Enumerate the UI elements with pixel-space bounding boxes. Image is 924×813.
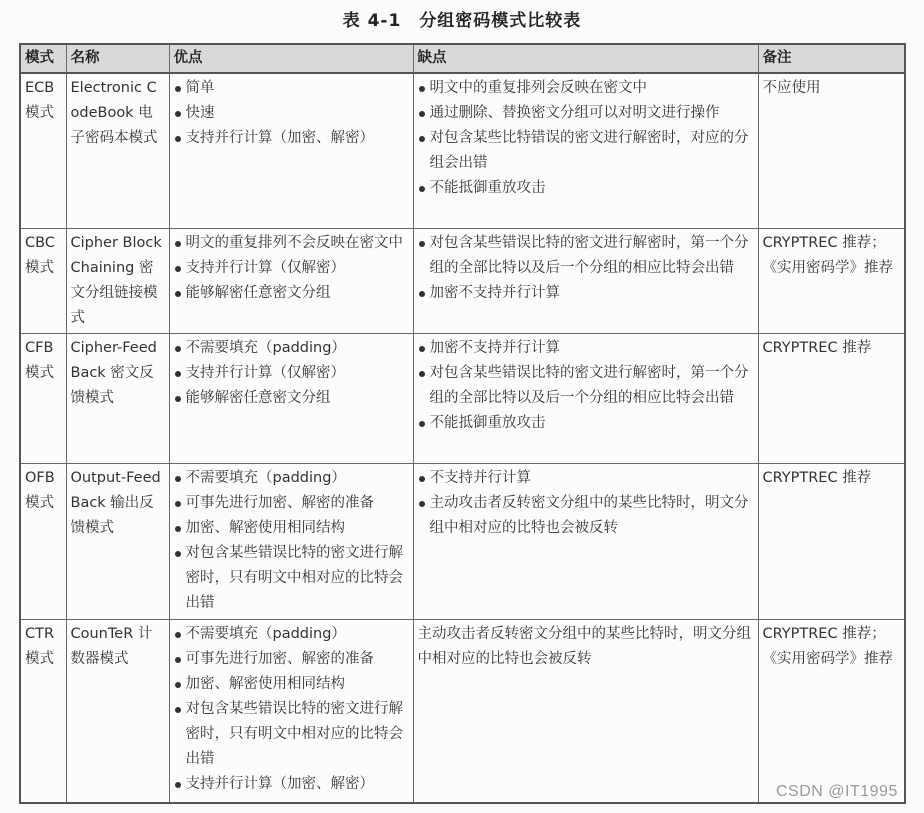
cell-cons — [413, 73, 758, 229]
pros-item: 能够解密任意密文分组 — [174, 386, 409, 411]
cell-pros — [169, 334, 413, 464]
cell-note: CRYPTREC 推荐；《实用密码学》推荐 — [758, 620, 905, 804]
pros-item: 加密、解密使用相同结构 — [174, 672, 409, 697]
cell-mode: ECB 模式 — [20, 73, 66, 229]
pros-item: 可事先进行加密、解密的准备 — [174, 491, 409, 516]
header-pros: 优点 — [169, 44, 413, 73]
table-row-ctr — [20, 620, 905, 804]
cell-name: Cipher Block Chaining 密文分组链接模式 — [66, 229, 169, 334]
header-note: 备注 — [758, 44, 905, 73]
cell-note: CRYPTREC 推荐 — [758, 464, 905, 620]
cons-item: 不能抵御重放攻击 — [418, 176, 754, 201]
cell-name: Output-FeedBack 输出反馈模式 — [66, 464, 169, 620]
cons-item: 不支持并行计算 — [418, 466, 754, 491]
cons-item: 加密不支持并行计算 — [418, 336, 754, 361]
pros-item: 能够解密任意密文分组 — [174, 281, 409, 306]
cons-item: 加密不支持并行计算 — [418, 281, 754, 306]
header-cons: 缺点 — [413, 44, 758, 73]
block-cipher-mode-comparison-table — [19, 43, 906, 804]
cons-item: 不能抵御重放攻击 — [418, 411, 754, 436]
pros-item: 快速 — [174, 101, 409, 126]
pros-item: 简单 — [174, 76, 409, 101]
pros-item: 不需要填充（padding） — [174, 466, 409, 491]
table-caption — [0, 6, 924, 31]
cell-pros — [169, 464, 413, 620]
cons-item: 通过删除、替换密文分组可以对明文进行操作 — [418, 101, 754, 126]
pros-item: 对包含某些错误比特的密文进行解密时，只有明文中相对应的比特会出错 — [174, 697, 409, 772]
cell-cons — [413, 620, 758, 804]
cell-cons — [413, 334, 758, 464]
cons-item: 明文中的重复排列会反映在密文中 — [418, 76, 754, 101]
pros-item: 不需要填充（padding） — [174, 336, 409, 361]
cell-cons — [413, 229, 758, 334]
table-row-cfb — [20, 334, 905, 464]
cell-name: CounTeR 计数器模式 — [66, 620, 169, 804]
pros-item: 不需要填充（padding） — [174, 622, 409, 647]
cell-name: Cipher-FeedBack 密文反馈模式 — [66, 334, 169, 464]
cons-text: 主动攻击者反转密文分组中的某些比特时，明文分组中相对应的比特也会被反转 — [417, 626, 751, 667]
pros-item: 支持并行计算（加密、解密） — [174, 772, 409, 797]
cell-pros — [169, 229, 413, 334]
pros-item: 支持并行计算（仅解密） — [174, 256, 409, 281]
cell-name: Electronic CodeBook 电子密码本模式 — [66, 73, 169, 229]
cell-note: CRYPTREC 推荐；《实用密码学》推荐 — [758, 229, 905, 334]
header-name: 名称 — [66, 44, 169, 73]
watermark: CSDN @IT1995 — [776, 783, 898, 800]
cell-mode: CFB 模式 — [20, 334, 66, 464]
cell-pros — [169, 73, 413, 229]
table-number: 表 4-1 — [342, 11, 402, 31]
cell-mode: CTR 模式 — [20, 620, 66, 804]
pros-item: 支持并行计算（加密、解密） — [174, 126, 409, 151]
pros-item: 对包含某些错误比特的密文进行解密时，只有明文中相对应的比特会出错 — [174, 541, 409, 616]
table-row-cbc — [20, 229, 905, 334]
cons-item: 对包含某些错误比特的密文进行解密时，第一个分组的全部比特以及后一个分组的相应比特会出错 — [418, 231, 754, 281]
table-row-ecb — [20, 73, 905, 229]
cons-item: 主动攻击者反转密文分组中的某些比特时，明文分组中相对应的比特也会被反转 — [418, 491, 754, 541]
header-mode: 模式 — [20, 44, 66, 73]
cell-note: 不应使用 — [758, 73, 905, 229]
table-row-ofb — [20, 464, 905, 620]
cons-item: 对包含某些错误比特的密文进行解密时，第一个分组的全部比特以及后一个分组的相应比特会出错 — [418, 361, 754, 411]
pros-item: 支持并行计算（仅解密） — [174, 361, 409, 386]
pros-item: 加密、解密使用相同结构 — [174, 516, 409, 541]
cell-note: CRYPTREC 推荐 — [758, 334, 905, 464]
cell-mode: CBC 模式 — [20, 229, 66, 334]
cell-cons — [413, 464, 758, 620]
cell-pros — [169, 620, 413, 804]
pros-item: 可事先进行加密、解密的准备 — [174, 647, 409, 672]
cons-item: 对包含某些比特错误的密文进行解密时，对应的分组会出错 — [418, 126, 754, 176]
table-header-row — [20, 44, 905, 73]
cell-mode: OFB 模式 — [20, 464, 66, 620]
pros-item: 明文的重复排列不会反映在密文中 — [174, 231, 409, 256]
table-title: 分组密码模式比较表 — [419, 11, 582, 31]
